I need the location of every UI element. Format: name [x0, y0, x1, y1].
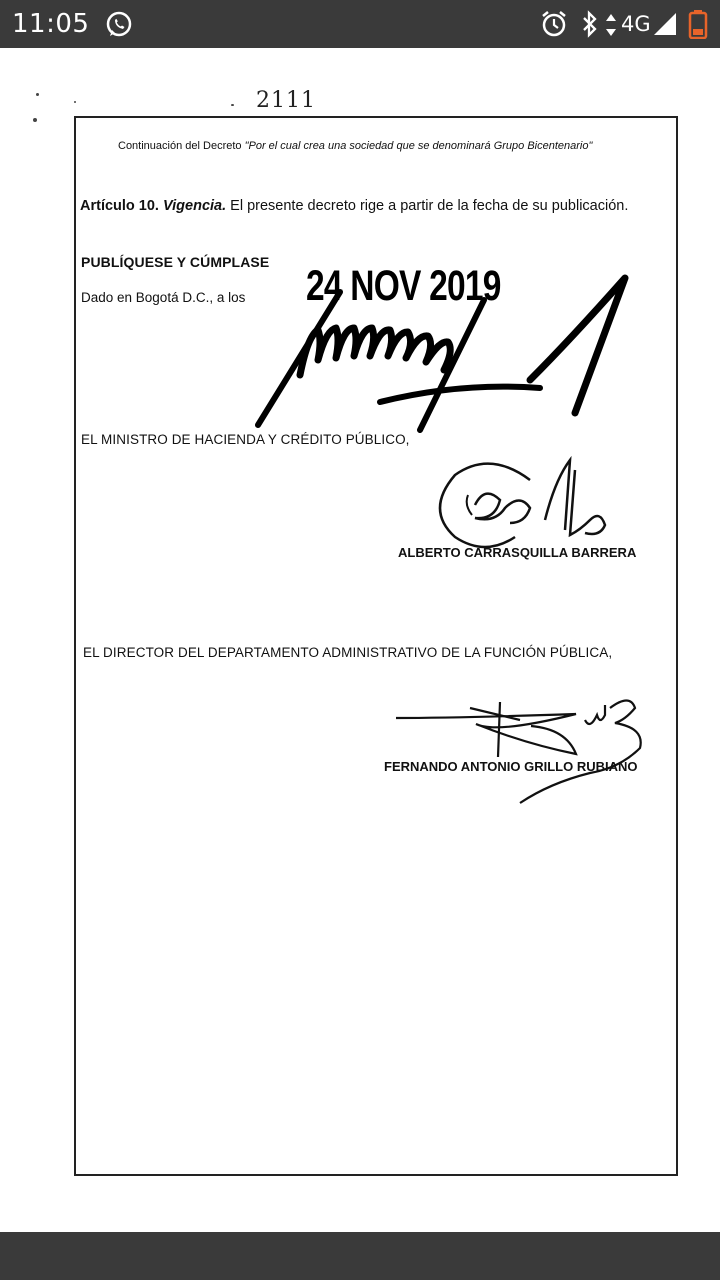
network-type: 4G: [621, 12, 651, 36]
article-heading: Vigencia.: [163, 198, 227, 214]
header-title: "Por el cual crea una sociedad que se denominará Grupo Bicentenario": [244, 140, 593, 152]
decree-number: 2111: [256, 88, 316, 113]
date-stamp: 24 NOV 2019: [306, 262, 501, 310]
given-line: Dado en Bogotá D.C., a los: [81, 290, 246, 305]
article-text: El presente decreto rige a partir de la fecha de su publicación.: [230, 198, 629, 214]
director-name: FERNANDO ANTONIO GRILLO RUBIANO: [384, 759, 638, 774]
header-prefix: Continuación del Decreto: [118, 140, 242, 152]
status-time: 11:05: [12, 9, 90, 39]
publish-line: PUBLÍQUESE Y CÚMPLASE: [81, 254, 270, 270]
navigation-bar: [0, 1232, 720, 1280]
minister-title: EL MINISTRO DE HACIENDA Y CRÉDITO PÚBLICO,: [81, 432, 410, 447]
article-label: Artículo 10.: [80, 198, 159, 214]
minister-name: ALBERTO CARRASQUILLA BARRERA: [398, 545, 637, 560]
director-title: EL DIRECTOR DEL DEPARTAMENTO ADMINISTRATIVO DE LA FUNCIÓN PÚBLICA,: [83, 645, 613, 660]
